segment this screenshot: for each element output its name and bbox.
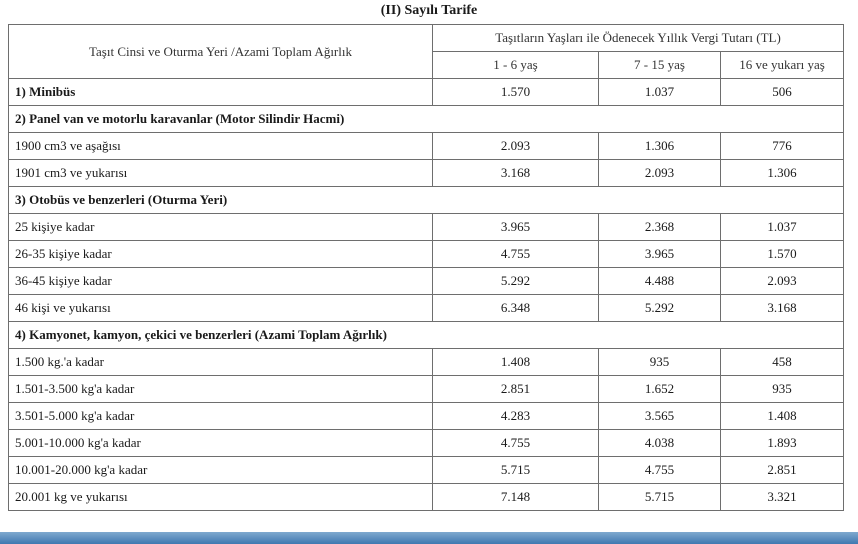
cell-value: 4.038 (599, 430, 721, 457)
cell-value: 1.408 (433, 349, 599, 376)
header-row (9, 25, 844, 52)
cell-value: 5.292 (433, 268, 599, 295)
row-label: 20.001 kg ve yukarısı (9, 484, 433, 511)
section-title: 3) Otobüs ve benzerleri (Oturma Yeri) (9, 187, 844, 214)
cell-value: 4.755 (599, 457, 721, 484)
cell-value: 1.570 (721, 241, 844, 268)
row-label: 10.001-20.000 kg'a kadar (9, 457, 433, 484)
table-row (9, 241, 844, 268)
table-row (9, 295, 844, 322)
bottom-color-band (0, 532, 858, 544)
header-tax-amount: Taşıtların Yaşları ile Ödenecek Yıllık Vergi Tutarı (TL) (433, 25, 844, 52)
cell-value: 4.283 (433, 403, 599, 430)
table-row (9, 79, 844, 106)
table-row (9, 430, 844, 457)
cell-value: 2.368 (599, 214, 721, 241)
table-row (9, 403, 844, 430)
cell-value: 935 (599, 349, 721, 376)
row-label: 3.501-5.000 kg'a kadar (9, 403, 433, 430)
section-header-row (9, 187, 844, 214)
cell-value: 3.168 (433, 160, 599, 187)
table-row (9, 160, 844, 187)
row-label: 1.501-3.500 kg'a kadar (9, 376, 433, 403)
page-title: (II) Sayılı Tarife (380, 3, 478, 18)
header-vehicle-type: Taşıt Cinsi ve Oturma Yeri /Azami Toplam Ağırlık (9, 25, 433, 79)
cell-value: 2.093 (599, 160, 721, 187)
cell-value: 1.306 (721, 160, 844, 187)
table-row (9, 484, 844, 511)
row-label: 1) Minibüs (9, 79, 433, 106)
cell-value: 3.965 (599, 241, 721, 268)
section-title: 4) Kamyonet, kamyon, çekici ve benzerleri (Azami Toplam Ağırlık) (9, 322, 844, 349)
cell-value: 5.292 (599, 295, 721, 322)
cell-value: 3.168 (721, 295, 844, 322)
row-label: 46 kişi ve yukarısı (9, 295, 433, 322)
table-row (9, 133, 844, 160)
table-row (9, 349, 844, 376)
cell-value: 3.965 (433, 214, 599, 241)
row-label: 5.001-10.000 kg'a kadar (9, 430, 433, 457)
cell-value: 776 (721, 133, 844, 160)
table-row (9, 457, 844, 484)
table-row (9, 214, 844, 241)
row-label: 1901 cm3 ve yukarısı (9, 160, 433, 187)
row-label: 26-35 kişiye kadar (9, 241, 433, 268)
cell-value: 458 (721, 349, 844, 376)
cell-value: 1.893 (721, 430, 844, 457)
row-label: 25 kişiye kadar (9, 214, 433, 241)
header-age-1-6: 1 - 6 yaş (433, 52, 599, 79)
cell-value: 7.148 (433, 484, 599, 511)
section-header-row (9, 106, 844, 133)
header-age-16-plus: 16 ve yukarı yaş (721, 52, 844, 79)
row-label: 1.500 kg.'a kadar (9, 349, 433, 376)
table-row (9, 376, 844, 403)
cell-value: 2.093 (721, 268, 844, 295)
table-row (9, 268, 844, 295)
cell-value: 4.755 (433, 430, 599, 457)
cell-value: 4.488 (599, 268, 721, 295)
section-header-row (9, 322, 844, 349)
cell-value: 1.037 (721, 214, 844, 241)
cell-value: 2.851 (433, 376, 599, 403)
cell-value: 3.321 (721, 484, 844, 511)
cell-value: 1.306 (599, 133, 721, 160)
tariff-table (8, 24, 844, 511)
cell-value: 1.652 (599, 376, 721, 403)
row-label: 36-45 kişiye kadar (9, 268, 433, 295)
cell-value: 5.715 (599, 484, 721, 511)
cell-value: 1.570 (433, 79, 599, 106)
section-title: 2) Panel van ve motorlu karavanlar (Motor Silindir Hacmi) (9, 106, 844, 133)
cell-value: 5.715 (433, 457, 599, 484)
cell-value: 506 (721, 79, 844, 106)
cell-value: 6.348 (433, 295, 599, 322)
header-age-7-15: 7 - 15 yaş (599, 52, 721, 79)
cell-value: 1.408 (721, 403, 844, 430)
cell-value: 2.093 (433, 133, 599, 160)
cell-value: 1.037 (599, 79, 721, 106)
cell-value: 935 (721, 376, 844, 403)
row-label: 1900 cm3 ve aşağısı (9, 133, 433, 160)
cell-value: 2.851 (721, 457, 844, 484)
cell-value: 4.755 (433, 241, 599, 268)
cell-value: 3.565 (599, 403, 721, 430)
